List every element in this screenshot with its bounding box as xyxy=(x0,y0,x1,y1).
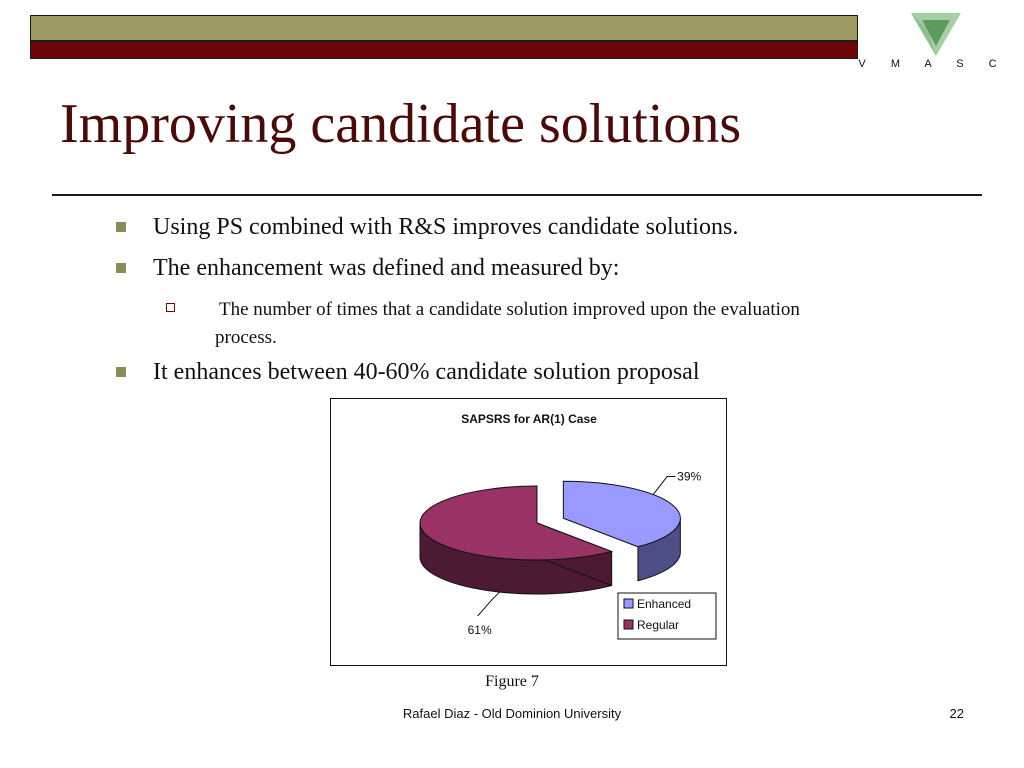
bullet-square-icon xyxy=(116,263,126,273)
bullet-1 xyxy=(116,214,738,241)
hollow-square-icon xyxy=(166,303,175,312)
vmasc-logo xyxy=(858,10,1008,70)
title-divider xyxy=(52,194,982,196)
legend-swatch-regular xyxy=(624,620,633,629)
bullet-3-text: It enhances between 40-60% candidate solution proposal xyxy=(153,359,700,385)
data-label-leader-regular xyxy=(478,592,500,616)
bullet-square-icon xyxy=(116,222,126,232)
pie-slice-enhanced xyxy=(563,481,680,547)
bullet-square-icon xyxy=(116,367,126,377)
slide-title: Improving candidate solutions xyxy=(60,93,742,155)
data-label-enhanced: 39% xyxy=(677,469,702,484)
logo-text: V M A S C xyxy=(858,58,1008,70)
figure-caption: Figure 7 xyxy=(485,673,539,690)
bullet-3 xyxy=(116,359,700,386)
legend-swatch-enhanced xyxy=(624,599,633,608)
sub-bullet-text xyxy=(215,296,800,352)
bullet-2-text: The enhancement was defined and measured by: xyxy=(153,255,620,281)
chart-title: SAPSRS for AR(1) Case xyxy=(461,412,597,426)
page-number: 22 xyxy=(949,706,964,721)
footer-text: Rafael Diaz - Old Dominion University xyxy=(402,706,622,721)
legend-label-enhanced: Enhanced xyxy=(637,597,692,611)
pie-chart xyxy=(330,398,727,666)
data-label-regular: 61% xyxy=(467,623,492,638)
sub-bullet xyxy=(166,296,966,352)
sub-bullet-line-2: process. xyxy=(215,327,277,348)
legend-label-regular: Regular xyxy=(637,618,680,632)
header-olive-bar xyxy=(30,15,858,41)
data-label-leader-enhanced xyxy=(653,477,675,495)
sub-bullet-line-1: The number of times that a candidate solution improved upon the evaluation xyxy=(219,299,800,320)
header-dark-red-bar xyxy=(30,41,858,59)
bullet-1-text: Using PS combined with R&S improves candidate solutions. xyxy=(153,214,739,240)
bullet-2 xyxy=(116,255,619,282)
pie-chart-svg xyxy=(331,399,728,667)
